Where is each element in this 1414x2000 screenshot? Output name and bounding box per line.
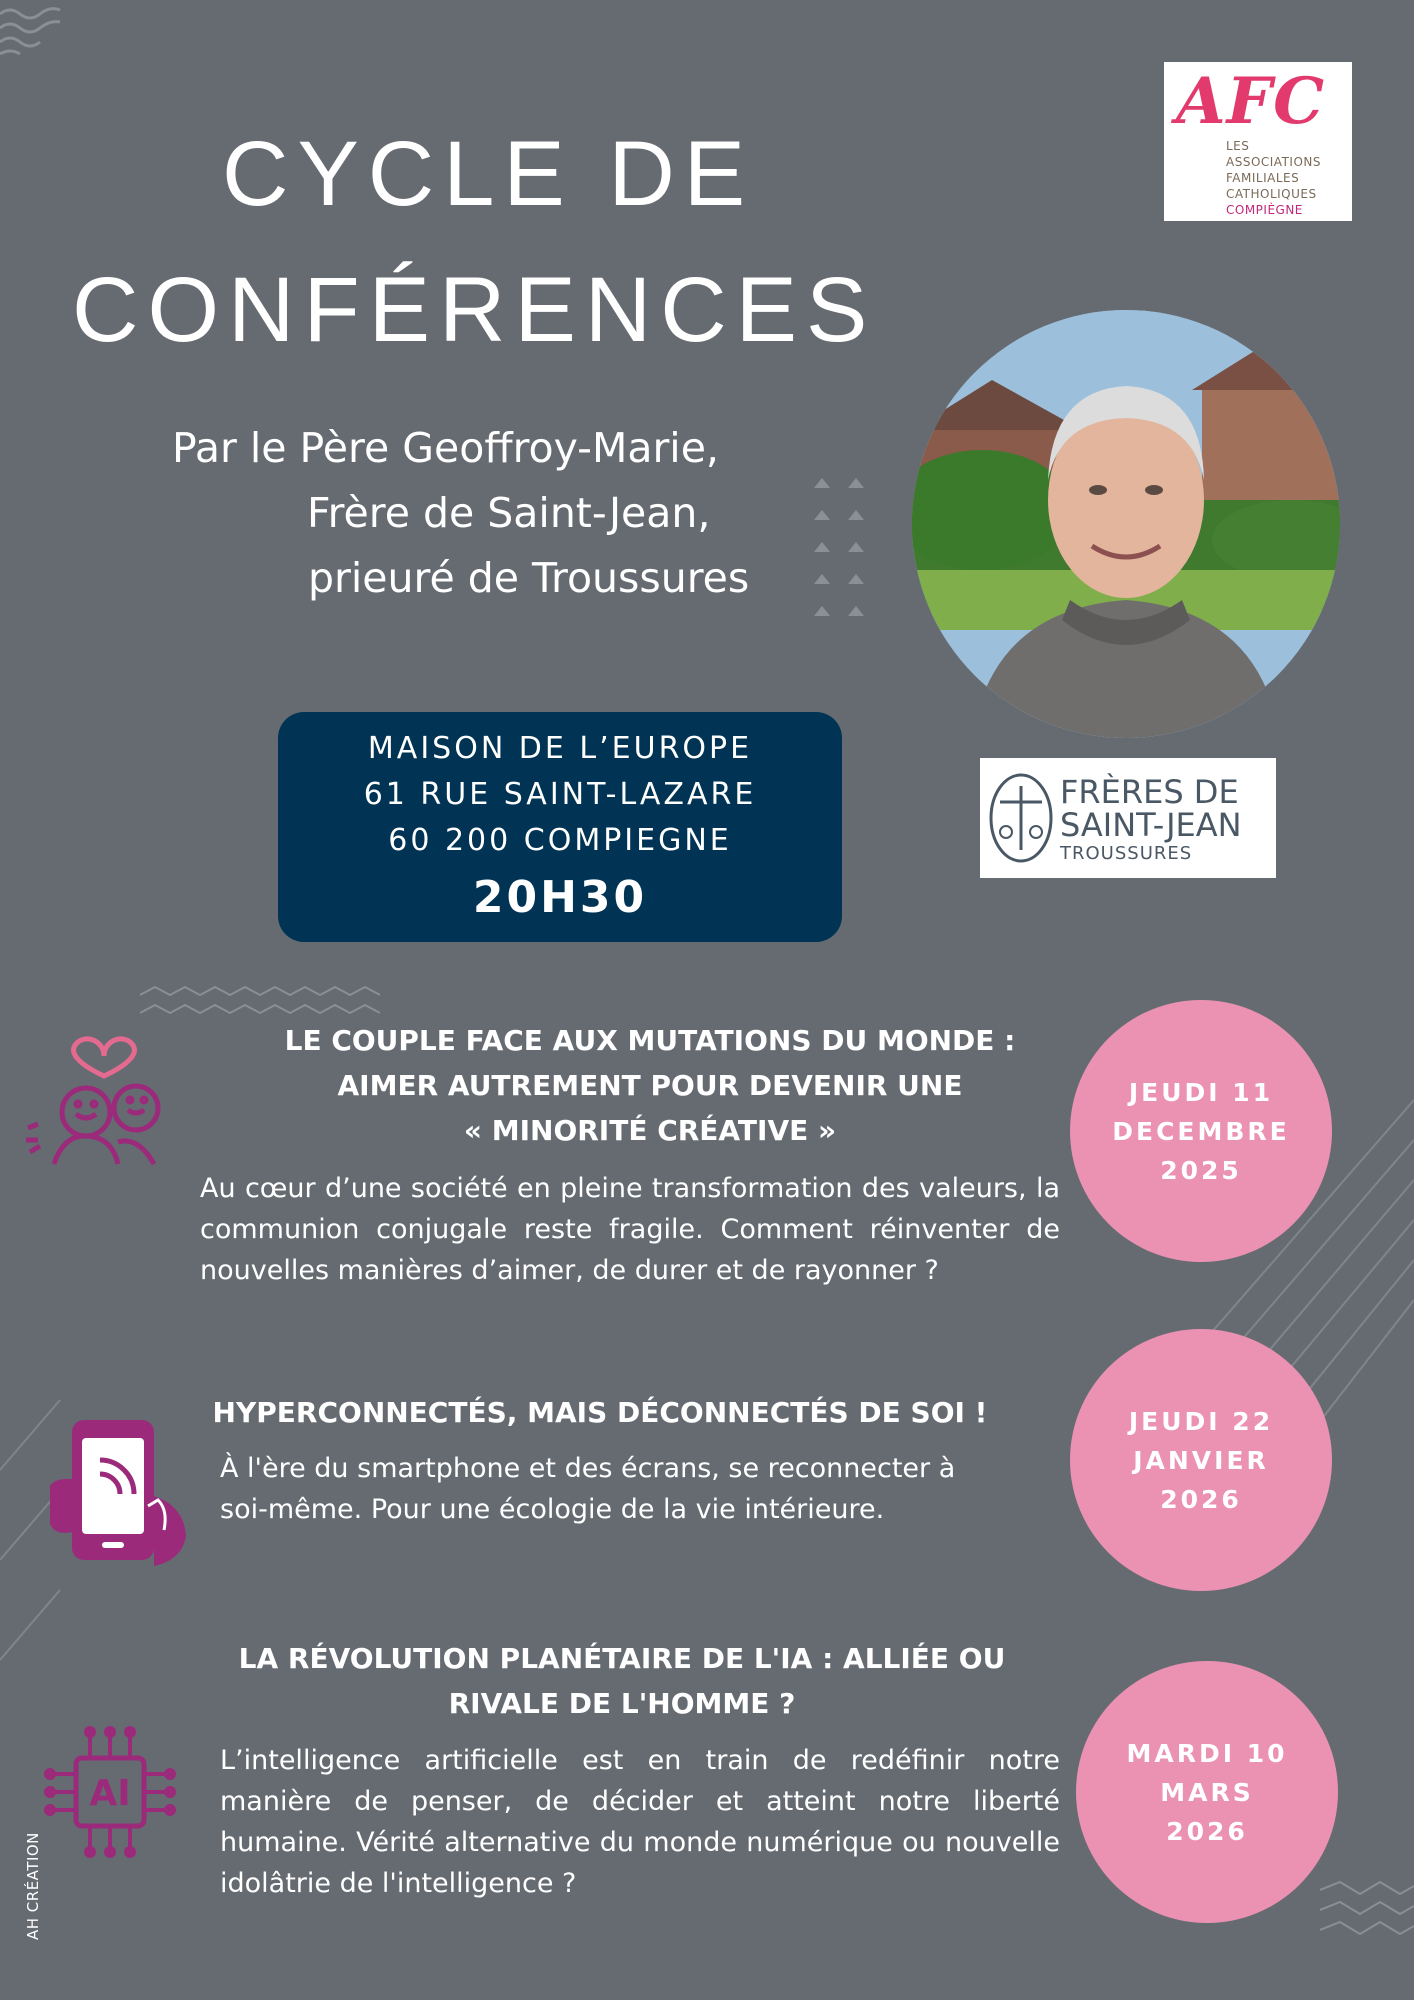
speaker-line-1: Par le Père Geoffroy-Marie,: [172, 424, 719, 472]
freres-saint-jean-logo: [980, 758, 1276, 878]
talk-1-title-line: AIMER AUTREMENT POUR DEVENIR UNE: [337, 1069, 963, 1102]
wave-decoration-top-left: [0, 0, 70, 60]
date-month: DECEMBRE: [1112, 1116, 1290, 1146]
date-year: 2026: [1166, 1816, 1248, 1846]
talk-2-description-line: soi-même. Pour une écologie de la vie intérieure.: [220, 1494, 885, 1525]
talk-1-title-line: « MINORITÉ CRÉATIVE »: [463, 1114, 837, 1147]
afc-logo-text: [1226, 138, 1321, 218]
crucifix-emblem-icon: [988, 772, 1054, 864]
smartphone-hand-icon: [50, 1416, 190, 1566]
afc-line: CATHOLIQUES: [1226, 187, 1317, 201]
date-year: 2025: [1160, 1155, 1242, 1185]
venue-street: 61 RUE SAINT-LAZARE: [363, 777, 757, 812]
speaker-portrait: [912, 310, 1340, 738]
venue-city: 60 200 COMPIEGNE: [388, 823, 732, 858]
talk-1-title: [250, 1018, 1050, 1153]
afc-logo-letters: AFC: [1176, 64, 1326, 139]
date-day: MARDI 10: [1126, 1738, 1288, 1768]
date-year: 2026: [1160, 1484, 1242, 1514]
talk-3-title-line: RIVALE DE L'HOMME ?: [448, 1687, 796, 1720]
talk-1-title-line: LE COUPLE FACE AUX MUTATIONS DU MONDE :: [284, 1024, 1016, 1057]
afc-line: LES: [1226, 139, 1250, 153]
ai-chip-icon: [40, 1722, 180, 1862]
freres-saint-jean-text: [1060, 773, 1242, 866]
date-month: JANVIER: [1133, 1445, 1269, 1475]
talk-3-description: L’intelligence artificielle est en train de redéfinir notre manière de penser, de décider et atteint notre liberté humaine. Vérité alternative du monde numérique ou nouvelle idolâtrie de l'intelligence ?: [220, 1745, 1060, 1899]
afc-line: ASSOCIATIONS: [1226, 155, 1321, 169]
talk-2-description-line: À l'ère du smartphone et des écrans, se reconnecter à: [220, 1453, 956, 1484]
talk-3-date-badge: [1076, 1661, 1338, 1923]
event-time: 20H30: [472, 872, 648, 923]
speaker-line-2: Frère de Saint-Jean,: [307, 489, 711, 537]
talk-1-description: Au cœur d’une société en pleine transformation des valeurs, la communion conjugale reste fragile. Comment réinventer de nouvelles manières d’aimer, de durer et de rayonner ?: [200, 1173, 1060, 1286]
afc-line: COMPIÈGNE: [1226, 203, 1303, 217]
date-day: JEUDI 22: [1128, 1406, 1274, 1436]
talk-3-title: [222, 1636, 1022, 1726]
afc-logo: [1164, 62, 1352, 221]
fsj-line-2: SAINT-JEAN: [1060, 806, 1242, 844]
talk-1-date-badge: [1070, 1000, 1332, 1262]
ai-chip-label: AI: [89, 1773, 131, 1814]
afc-line: FAMILIALES: [1226, 171, 1300, 185]
design-credit: AH CRÉATION: [24, 1832, 42, 1940]
title-line-1: CYCLE DE: [222, 123, 755, 225]
talk-2-date-badge: [1070, 1329, 1332, 1591]
talk-2-title: HYPERCONNECTÉS, MAIS DÉCONNECTÉS DE SOI !: [212, 1396, 988, 1429]
date-day: JEUDI 11: [1128, 1077, 1274, 1107]
talk-2-description: [220, 1448, 980, 1530]
venue-name: MAISON DE L’EUROPE: [367, 731, 753, 766]
speaker-line-3: prieuré de Troussures: [308, 554, 750, 602]
date-month: MARS: [1160, 1777, 1254, 1807]
portrait-image: [912, 310, 1340, 738]
couple-heart-icon: [24, 1012, 184, 1172]
fsj-line-1: FRÈRES DE: [1060, 773, 1239, 811]
fsj-line-3: TROUSSURES: [1060, 843, 1193, 864]
title-line-2: CONFÉRENCES: [72, 259, 877, 361]
triangle-dots-decoration: [810, 476, 870, 640]
zigzag-decoration-bottom-right: [1320, 1880, 1414, 1960]
talk-3-title-line: LA RÉVOLUTION PLANÉTAIRE DE L'IA : ALLIÉE OU: [238, 1642, 1006, 1675]
venue-box: [278, 712, 842, 942]
